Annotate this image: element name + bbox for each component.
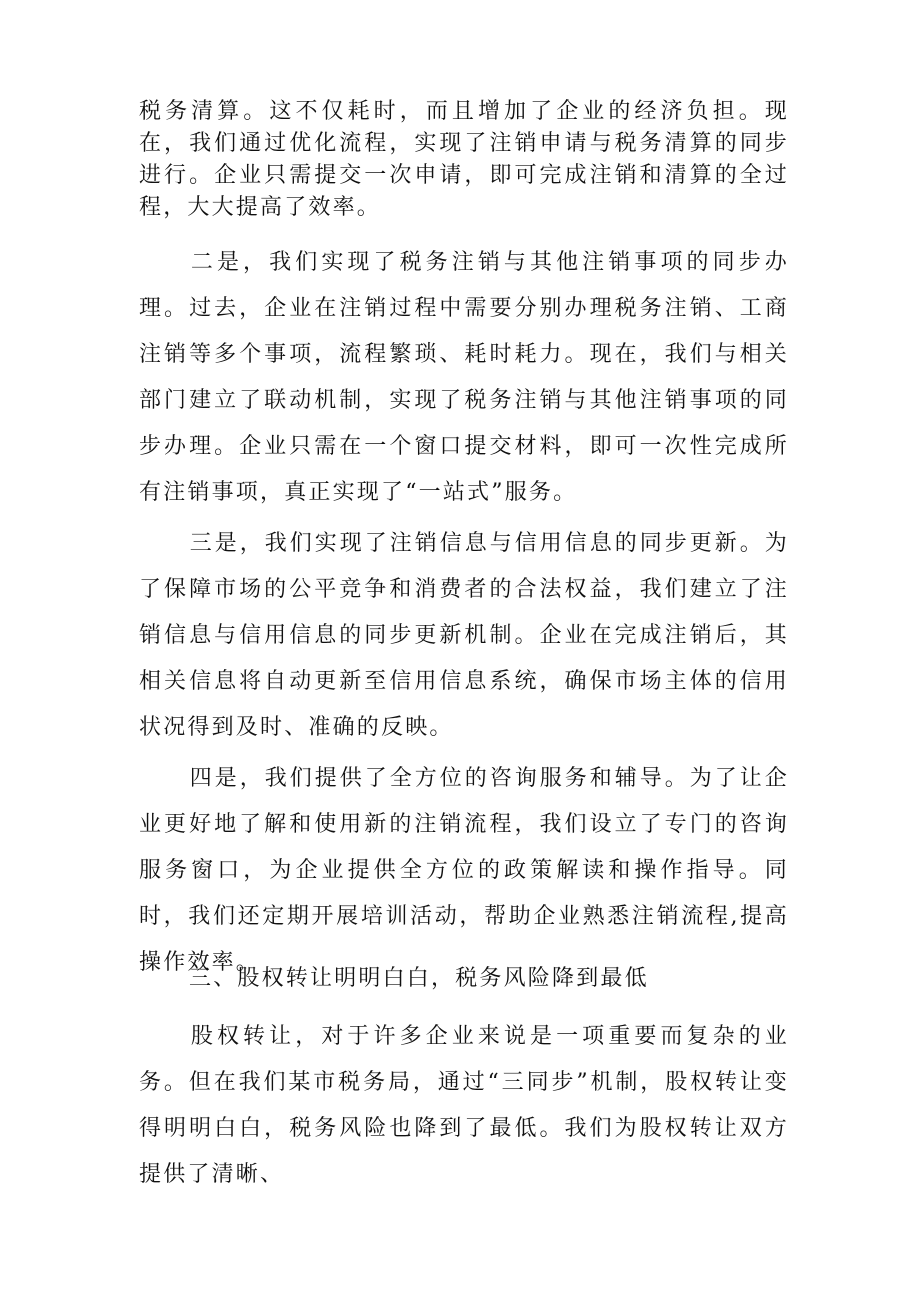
- paragraph-third-point: [139, 521, 789, 751]
- paragraph-text: 三是，我们实现了注销信息与信用信息的同步更新。为了保障市场的公平竞争和消费者的合法权益，我们建立了注销信息与信用信息的同步更新机制。企业在完成注销后，其相关信息将自动更新至信用信息系统，确保市场主体的信用状况得到及时、准确的反映。: [139, 531, 789, 740]
- paragraph-text: 四是，我们提供了全方位的咨询服务和辅导。为了让企业更好地了解和使用新的注销流程，我们设立了专门的咨询服务窗口，为企业提供全方位的政策解读和操作指导。同时，我们还定期开展培训活动，帮助企业熟悉注销流程,提高操作效率。: [139, 766, 789, 975]
- paragraph-text: 税务清算。这不仅耗时，而且增加了企业的经济负担。现在，我们通过优化流程，实现了注销申请与税务清算的同步进行。企业只需提交一次申请，即可完成注销和清算的全过程，大大提高了效率。: [139, 99, 789, 220]
- paragraph-equity-transfer: [139, 1014, 789, 1198]
- section-heading-text: 三、股权转让明明白白，税务风险降到最低: [189, 966, 649, 991]
- paragraph-fourth-point: [139, 756, 789, 986]
- paragraph-text: 股权转让，对于许多企业来说是一项重要而复杂的业务。但在我们某市税务局，通过“三同步”机制，股权转让变得明明白白，税务风险也降到了最低。我们为股权转让双方提供了清晰、: [139, 1024, 789, 1187]
- paragraph-text: 二是，我们实现了税务注销与其他注销事项的同步办理。过去，企业在注销过程中需要分别办理税务注销、工商注销等多个事项，流程繁琐、耗时耗力。现在，我们与相关部门建立了联动机制，实现了税务注销与其他注销事项的同步办理。企业只需在一个窗口提交材料，即可一次性完成所有注销事项，真正实现了“一站式”服务。: [139, 250, 789, 505]
- paragraph-tax-clearance-continuation: [139, 96, 789, 224]
- section-heading: [139, 963, 789, 995]
- paragraph-second-point: [139, 240, 789, 516]
